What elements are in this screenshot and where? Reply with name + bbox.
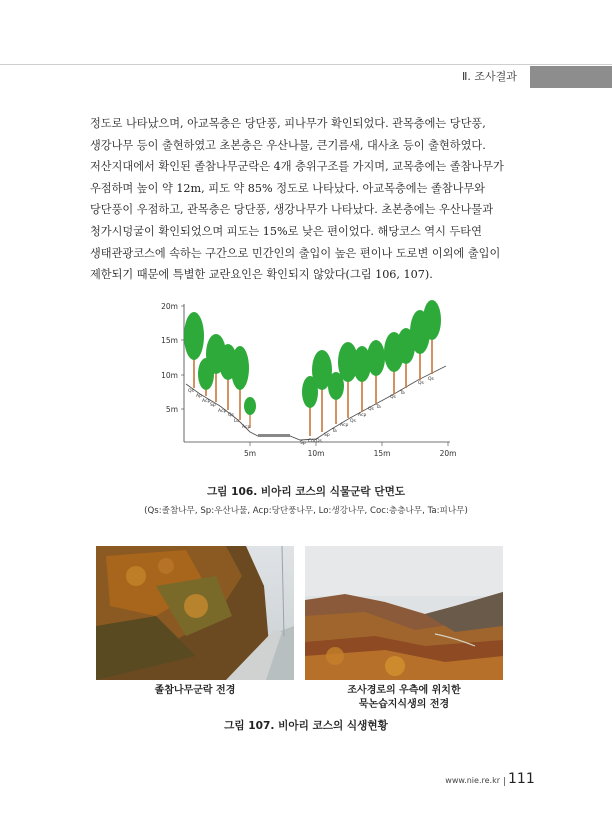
species-label: Ta	[332, 429, 337, 434]
species-label: Qs	[368, 407, 374, 412]
figure-106-legend: (Qs:졸참나무, Sp:우산나물, Acp:당단풍나무, Lo:생강나무, Coc:층층나무, Ta:피나무)	[144, 506, 468, 516]
section-header: Ⅱ. 조사결과	[462, 70, 517, 83]
y-tick-label: 10m	[161, 371, 178, 380]
y-tick-label: 15m	[161, 336, 178, 345]
x-tick-label: 10m	[307, 449, 325, 458]
photo-right-caption-line1: 조사경로의 우측에 위치한	[347, 685, 461, 696]
species-label: Ta	[376, 405, 381, 410]
x-tick-label: 20m	[439, 449, 457, 458]
species-label: Coc	[308, 439, 317, 444]
oak-forest-photo	[96, 546, 294, 680]
species-label: Sp	[324, 433, 330, 438]
species-label: Qs	[418, 381, 424, 386]
species-label: Qs	[316, 439, 322, 444]
species-label: Sp	[300, 441, 306, 446]
species-label: Qs	[390, 395, 396, 400]
road-segment	[258, 434, 290, 437]
photo-left-caption: 졸참나무군락 전경	[154, 685, 236, 696]
vegetation-profile-diagram	[150, 296, 470, 474]
body-line: 생태관광코스에 속하는 구간으로 민간인의 출입이 높은 편이나 도로변 이외에 출입이	[90, 246, 501, 260]
body-line: 생강나무 등이 출현하였고 초본층은 우산나물, 큰기름새, 대사초 등이 출현하였다.	[90, 138, 486, 152]
species-label: Acp	[242, 425, 251, 430]
page-number: 111	[508, 771, 535, 787]
footer-separator	[504, 777, 505, 786]
y-tick-label: 5m	[165, 405, 178, 414]
body-line: 청가시덩굴이 확인되었으며 피도는 15%로 낮은 편이었다. 해당코스 역시 두타연	[90, 224, 482, 238]
section-tab	[530, 66, 612, 88]
header-rule	[0, 64, 612, 65]
species-label: Lo	[234, 419, 240, 424]
body-line: 정도로 나타났으며, 아교목층은 당단풍, 피나무가 확인되었다. 관목층에는 당단풍,	[90, 117, 486, 130]
species-label: Sp	[210, 403, 216, 408]
x-tick-label: 5m	[243, 449, 257, 458]
body-line: 당단풍이 우점하고, 관목층은 당단풍, 생강나무가 나타났다. 초본층에는 우산나물과	[90, 203, 494, 217]
photo-right-caption	[305, 684, 503, 712]
figure-106-caption: 그림 106. 비아리 코스의 식물군락 단면도	[206, 486, 406, 498]
body-paragraph	[90, 113, 530, 286]
species-label: Qs	[350, 419, 356, 424]
footer-url: www.nie.re.kr	[445, 776, 500, 785]
species-label: Acp	[202, 399, 211, 404]
body-line: 저산지대에서 확인된 졸참나무군락은 4개 층위구조를 가지며, 교목층에는 졸참나무가	[90, 160, 504, 174]
figure-107-caption: 그림 107. 비아리 코스의 식생현황	[224, 720, 388, 732]
valley-wetland-photo	[305, 546, 503, 680]
photo-right-caption-line2: 묵논습지식생의 전경	[358, 699, 450, 710]
species-label: Acp	[358, 413, 367, 418]
body-line: 제한되기 때문에 특별한 교란요인은 확인되지 않았다(그림 106, 107).	[90, 268, 433, 282]
species-label: Qs	[228, 413, 234, 418]
species-label: Acp	[340, 423, 349, 428]
species-label: Ap	[196, 394, 202, 399]
species-label: Ta	[400, 391, 405, 396]
tree-group-right	[302, 300, 441, 436]
species-label: Acp	[218, 409, 227, 414]
species-label: Qs	[188, 389, 194, 394]
body-line: 우점하며 높이 약 12m, 피도 약 85% 정도로 나타났다. 아교목층에는 졸참나무와	[90, 181, 485, 195]
species-label: Qs	[428, 377, 434, 382]
y-tick-label: 20m	[161, 302, 178, 311]
x-tick-label: 15m	[373, 449, 391, 458]
